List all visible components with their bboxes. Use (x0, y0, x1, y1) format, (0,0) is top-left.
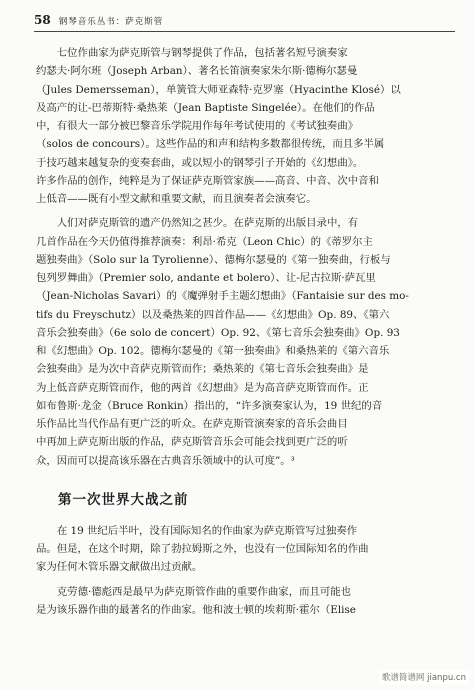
body-paragraph (36, 583, 451, 620)
body-paragraph (36, 522, 451, 577)
text-line: 众，因而可以提高该乐器在古典音乐领域中的认可度”。³ (36, 454, 295, 467)
text-line: 及高产的让-巴蒂斯特·桑热莱（Jean Baptiste Singelée）。在他们的作品 (36, 101, 375, 114)
text-line: 七位作曲家为萨克斯管与钢琴提供了作品，包括著名短号演奏家 (56, 47, 348, 59)
text-line: tifs du Freyschutz）以及桑热莱的四首作品——《幻想曲》Op. 89、《第六 (36, 308, 390, 321)
series-title: 钢琴音乐丛书：萨克斯管 (58, 17, 164, 27)
text-line: 中再加上萨克斯出版的作品，萨克斯管音乐会可能会找到更广泛的听 (36, 436, 348, 449)
section-heading: 第一次世界大战之前 (58, 491, 189, 508)
text-line: 包列罗舞曲》（Premier solo, andante et bolero）、让-尼古拉斯·萨瓦里 (36, 272, 376, 284)
body-paragraph (36, 214, 451, 470)
text-line: 会独奏曲》是为次中音萨克斯管而作；桑热莱的《第七音乐会独奏曲》是 (36, 363, 369, 376)
text-line: 在 19 世纪后半叶，没有国际知名的作曲家为萨克斯管写过独奏作 (56, 524, 358, 537)
body-paragraph (36, 44, 451, 208)
text-line: 是为该乐器作曲的最著名的作曲家。他和波士顿的埃莉斯·霍尔（Elise (36, 603, 356, 616)
site-watermark: 歌谱简谱网 jianpu.cn (379, 670, 469, 684)
text-line: 如布鲁斯·龙金（Bruce Ronkin）指出的，“许多演奏家认为，19 世纪的音 (36, 399, 383, 412)
text-line: 于技巧越来越复杂的变奏套曲，或以短小的钢琴引子开始的《幻想曲》。 (36, 156, 364, 169)
running-header (34, 13, 455, 32)
text-line: 上低音——既有小型文献和重要文献，而且演奏者会演奏它。 (36, 193, 317, 205)
text-line: 乐作品比当代作品有更广泛的听众。在萨克斯管演奏家的音乐会曲目 (36, 418, 348, 430)
text-line: 为上低音萨克斯管而作，他的两首《幻想曲》是为高音萨克斯管而作。正 (36, 381, 369, 394)
text-line: 人们对萨克斯管的遗产仍然知之甚少。在萨克斯的出版目录中，有 (56, 217, 359, 230)
page-body (36, 44, 451, 619)
text-line: （solos de concours）。这些作品的和声和结构多数都很传统，而且多半属 (36, 138, 385, 151)
text-line: （Jules Demersseman），单簧管大师亚森特·克罗塞（Hyacinthe Klosé）以 (36, 83, 401, 96)
text-line: 题独奏曲》（Solo sur la Tyrolienne）、德梅尔瑟曼的《第一独奏曲，行板与 (36, 253, 391, 266)
text-line: 音乐会独奏曲》（6e solo de concert）Op. 92、《第七音乐会独奏曲》Op. 93 (36, 326, 400, 339)
text-line: （Jean-Nicholas Savari）的《魔弹射手主题幻想曲》（Fantaisie sur des mo- (36, 290, 409, 303)
text-line: 中，有很大一部分被巴黎音乐学院用作每年考试使用的《考试独奏曲》 (36, 120, 359, 132)
text-line: 家为任何木管乐器文献做出过贡献。 (36, 561, 203, 574)
text-line: 品。但是，在这个时期，除了勃拉姆斯之外，也没有一位国际知名的作曲 (36, 543, 369, 555)
text-line: 和《幻想曲》Op. 102。德梅尔瑟曼的《第一独奏曲》和桑热莱的《第六音乐 (36, 345, 390, 357)
text-line: 约瑟夫·阿尔班（Joseph Arban）、著名长笛演奏家朱尔斯·德梅尔瑟曼 (36, 65, 358, 78)
text-line: 几首作品在今天仍值得推荐演奏：利昂·希克（Leon Chic）的《蒂罗尔主 (36, 235, 373, 248)
page-number: 58 (34, 13, 51, 27)
text-line: 克劳德·德彪西是最早为萨克斯管作曲的重要作曲家，而且可能也 (56, 585, 352, 598)
text-line: 许多作品的创作，纯粹是为了保证萨克斯管家族——高音、中音、次中音和 (36, 174, 379, 187)
